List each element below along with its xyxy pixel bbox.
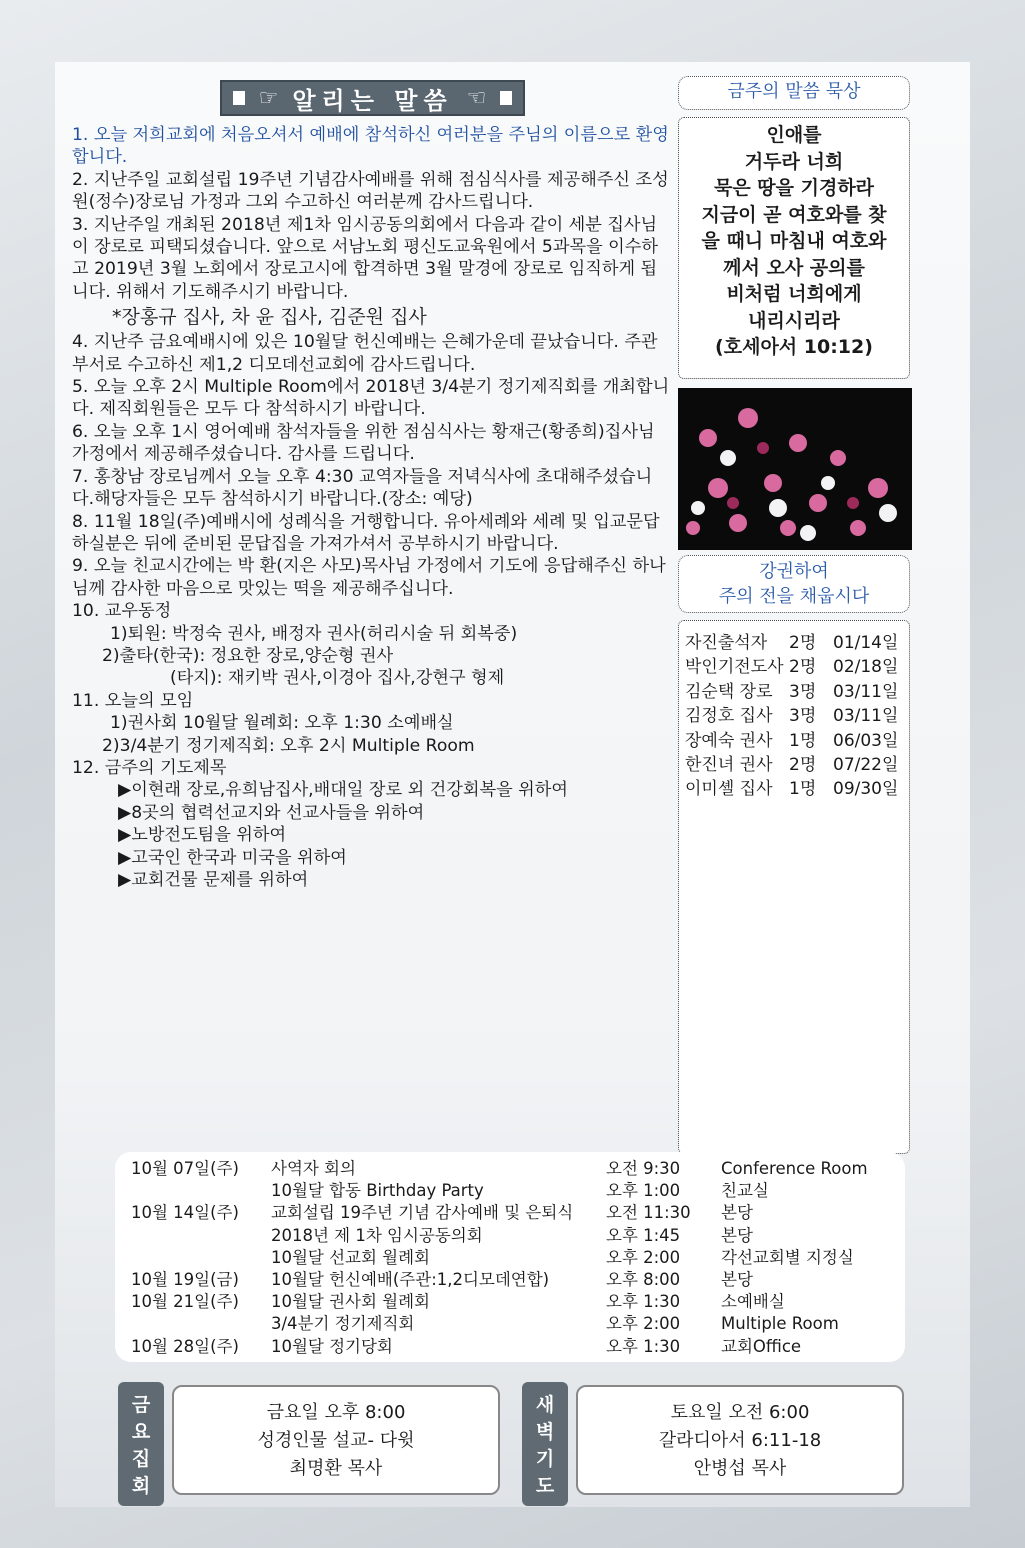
verse-line: 지금이 곧 여호와를 찾: [701, 203, 887, 226]
schedule-row: [131, 1225, 905, 1247]
attendance-row: [685, 680, 903, 704]
schedule-row: [131, 1336, 905, 1358]
schedule-row: [131, 1180, 905, 1202]
schedule-place: 각선교회별 지정실: [721, 1247, 854, 1267]
verse-line: 비처럼 너희에게: [726, 283, 862, 305]
schedule-time: 오후 2:00: [606, 1247, 681, 1267]
notice-item: 8. 11월 18일(주)예배시에 성례식을 거행합니다. 유아세례와 세례 및 입교문답 하실분은 뒤에 준비된 문답집을 가져가셔서 공부하시기 바랍니다.: [72, 511, 660, 554]
schedule-place: Conference Room: [721, 1159, 868, 1178]
attendance-header-line1: 강권하여: [759, 561, 829, 582]
notice-item: 2. 지난주일 교회설립 19주년 기념감사예배를 위해 점심식사를 제공해주신 조성원(정수)장로님 가정과 그외 수고하신 여러분께 감사드립니다.: [72, 169, 669, 213]
verse-line: 을 때니 마침내 여호와: [701, 230, 887, 252]
schedule-time: 오후 1:30: [606, 1292, 681, 1312]
schedule-place: 교회Office: [721, 1336, 802, 1356]
attendance-name: 박인기전도사: [685, 657, 784, 678]
square-bullet-icon: [500, 91, 512, 105]
schedule-place: 본당: [721, 1270, 753, 1290]
schedule-event: 10월달 합동 Birthday Party: [271, 1181, 484, 1201]
service-line: 금요일 오후 8:00: [266, 1402, 406, 1423]
attendance-row: [685, 777, 903, 801]
attendance-row: [685, 704, 903, 728]
attendance-header: [678, 555, 910, 613]
service-line: 최명환 목사: [289, 1458, 383, 1479]
label-char: 벽: [535, 1421, 555, 1443]
attendance-name: 김정호 집사: [685, 706, 773, 727]
schedule-date: [131, 1247, 271, 1269]
cosmos-flowers-photo: [678, 388, 912, 550]
verse-line: 내리시리라: [748, 309, 840, 332]
label-char: 회: [131, 1475, 151, 1497]
notice-item: (타지): 재키박 권사,이경아 집사,강현구 형제: [170, 668, 505, 689]
attendance-name: 한진녀 권사: [685, 755, 773, 776]
notice-item: 1)퇴원: 박정숙 권사, 배정자 권사(허리시술 뒤 회복중): [110, 623, 518, 644]
attendance-date: 09/30일: [833, 779, 899, 800]
schedule-event: 2018년 제 1차 임시공동의회: [271, 1225, 483, 1245]
label-char: 집: [131, 1448, 151, 1470]
pointing-hand-right-icon: ☞: [258, 85, 279, 111]
dawn-prayer-label: [522, 1382, 568, 1506]
notice-item: 2)3/4분기 정기제직회: 오후 2시 Multiple Room: [102, 735, 475, 756]
schedule-row: [131, 1202, 905, 1224]
notice-item: 7. 홍창남 장로님께서 오늘 오후 4:30 교역자들을 저녁식사에 초대해주셨습니다.해당자들은 모두 참석하시기 바랍니다.(장소: 예당): [72, 466, 653, 510]
schedule-place: 본당: [721, 1225, 753, 1245]
attendance-name: 이미셸 집사: [685, 779, 773, 800]
notice-item: 4. 지난주 금요예배시에 있은 10월달 헌신예배는 은혜가운데 끝났습니다. 주관부서로 수고하신 제1,2 디모데선교회에 감사드립니다.: [72, 332, 658, 375]
schedule-time: 오후 1:30: [606, 1336, 681, 1356]
attendance-name: 자진출석자: [685, 633, 768, 653]
schedule-time: 오전 11:30: [606, 1203, 691, 1223]
schedule-date: 10월 28일(주): [131, 1336, 239, 1356]
label-char: 금: [131, 1394, 151, 1416]
notice-item: ▶고국인 한국과 미국을 위하여: [118, 847, 347, 868]
service-line: 성경인물 설교- 다윗: [257, 1430, 415, 1451]
notice-item: 10. 교우동정: [72, 601, 172, 622]
attendance-header-line2: 주의 전을 채웁시다: [718, 586, 870, 607]
attendance-date: 01/14일: [833, 633, 899, 653]
schedule-time: 오후 8:00: [606, 1270, 681, 1290]
attendance-row: [685, 655, 903, 679]
service-line: 안병섭 목사: [693, 1458, 787, 1479]
attendance-count: 3명: [789, 681, 817, 702]
schedule-row: [131, 1291, 905, 1313]
attendance-date: 07/22일: [833, 755, 899, 776]
schedule-event: 10월달 헌신예배(주관:1,2디모데연합): [271, 1270, 550, 1290]
schedule-date: 10월 19일(금): [131, 1270, 239, 1290]
schedule-place: 친교실: [721, 1181, 769, 1201]
notice-item: ▶8곳의 협력선교지와 선교사들을 위하여: [118, 802, 425, 823]
verse-line: 인애를: [766, 124, 822, 146]
schedule-place: Multiple Room: [721, 1314, 839, 1334]
notice-item: 2)출타(한국): 정요한 장로,양순형 권사: [102, 645, 394, 666]
schedule-place: 소예배실: [721, 1292, 785, 1312]
schedule-date: 10월 21일(주): [131, 1292, 239, 1312]
notice-item: 5. 오늘 오후 2시 Multiple Room에서 2018년 3/4분기 정기제직회를 개최합니다. 제직회원들은 모두 다 참석하시기 바랍니다.: [72, 377, 670, 420]
schedule-date: 10월 14일(주): [131, 1203, 239, 1223]
service-line: 토요일 오전 6:00: [670, 1402, 810, 1423]
schedule-date: [131, 1225, 271, 1247]
attendance-date: 02/18일: [833, 657, 899, 678]
meditation-verse: [678, 117, 910, 379]
meditation-header: 금주의 말씀 묵상: [678, 76, 910, 110]
attendance-name: 장예숙 권사: [685, 730, 773, 751]
notice-item: ▶교회건물 문제를 위하여: [118, 870, 309, 890]
label-char: 요: [131, 1421, 151, 1443]
attendance-date: 03/11일: [833, 681, 899, 702]
attendance-name: 김순택 장로: [685, 681, 773, 702]
attendance-row: [685, 631, 903, 655]
schedule-time: 오후 1:00: [606, 1181, 681, 1201]
notice-item: ▶이현래 장로,유희남집사,배대일 장로 외 건강회복을 위하여: [118, 780, 568, 801]
label-char: 도: [535, 1475, 555, 1497]
notices-list: [72, 124, 670, 891]
schedule-event: 10월달 선교회 월례회: [271, 1247, 430, 1267]
schedule-time: 오후 1:45: [606, 1225, 681, 1245]
page-title: 알리는 말씀: [292, 86, 453, 115]
notice-item: 11. 오늘의 모임: [72, 690, 194, 711]
verse-line: 묵은 땅을 기경하라: [713, 177, 875, 199]
schedule-row: [131, 1158, 905, 1180]
schedule-event: 3/4분기 정기제직회: [271, 1314, 415, 1334]
friday-service-label: [118, 1382, 164, 1506]
schedule-table: [115, 1152, 905, 1362]
schedule-row: [131, 1269, 905, 1291]
notice-item: 1. 오늘 저희교회에 처음오셔서 예배에 참석하신 여러분을 주님의 이름으로 환영합니다.: [72, 125, 669, 168]
verse-line: (호세아서 10:12): [715, 336, 873, 358]
schedule-row: [131, 1247, 905, 1269]
attendance-date: 03/11일: [833, 706, 899, 727]
label-char: 기: [535, 1448, 555, 1470]
attendance-row: [685, 729, 903, 753]
attendance-count: 1명: [789, 779, 817, 800]
attendance-count: 2명: [789, 657, 817, 678]
notice-item: ▶노방전도팀을 위하여: [118, 825, 287, 846]
notice-item: 1)권사회 10월달 월례회: 오후 1:30 소예배실: [110, 713, 454, 734]
service-line: 갈라디아서 6:11-18: [658, 1430, 822, 1451]
schedule-time: 오전 9:30: [606, 1159, 681, 1178]
attendance-count: 3명: [789, 706, 817, 727]
attendance-count: 1명: [789, 730, 817, 751]
attendance-date: 06/03일: [833, 730, 899, 751]
schedule-date: [131, 1313, 271, 1335]
verse-line: 거두라 너희: [744, 150, 844, 173]
attendance-count: 2명: [789, 633, 817, 653]
notice-item: 12. 금주의 기도제목: [72, 757, 227, 778]
pointing-hand-left-icon: ☜: [466, 85, 487, 111]
attendance-list: [678, 620, 910, 1154]
schedule-time: 오후 2:00: [606, 1314, 681, 1334]
attendance-row: [685, 753, 903, 777]
square-bullet-icon: [233, 91, 245, 105]
notice-item: 6. 오늘 오후 1시 영어예배 참석자들을 위한 점심식사는 황재근(황종희)집사님 가정에서 제공해주셨습니다. 감사를 드립니다.: [72, 421, 655, 465]
notice-item: *장홍규 집사, 차 윤 집사, 김준원 집사: [112, 306, 427, 329]
schedule-place: 본당: [721, 1203, 753, 1223]
schedule-event: 교회설립 19주년 기념 감사예배 및 은퇴식: [271, 1203, 574, 1223]
schedule-event: 사역자 회의: [271, 1159, 356, 1178]
notice-item: 3. 지난주일 개최된 2018년 제1차 임시공동의회에서 다음과 같이 세분 집사님이 장로로 피택되셨습니다. 앞으로 서남노회 평신도교육원에서 5과목을 이수하고 2019년 3월 노회에서 장로고시에 합격하면 3월 말경에 장로로 임직하게 됩니다. 위해서 기도해주시기 바랍니다.: [72, 214, 658, 302]
label-char: 새: [535, 1394, 555, 1416]
verse-line: 께서 오사 공의를: [723, 256, 865, 279]
attendance-count: 2명: [789, 755, 817, 776]
schedule-event: 10월달 권사회 월례회: [271, 1292, 430, 1312]
schedule-event: 10월달 정기당회: [271, 1336, 393, 1356]
schedule-date: 10월 07일(주): [131, 1159, 239, 1178]
notice-item: 9. 오늘 친교시간에는 박 환(지은 사모)목사님 가정에서 기도에 응답해주신 하나님께 감사한 마음으로 맛있는 떡을 제공해주십니다.: [72, 556, 666, 599]
announcements-title-bar: [220, 80, 525, 116]
schedule-date: [131, 1180, 271, 1202]
schedule-row: [131, 1313, 905, 1335]
dawn-prayer-box: [576, 1385, 904, 1495]
friday-service-box: [172, 1385, 500, 1495]
